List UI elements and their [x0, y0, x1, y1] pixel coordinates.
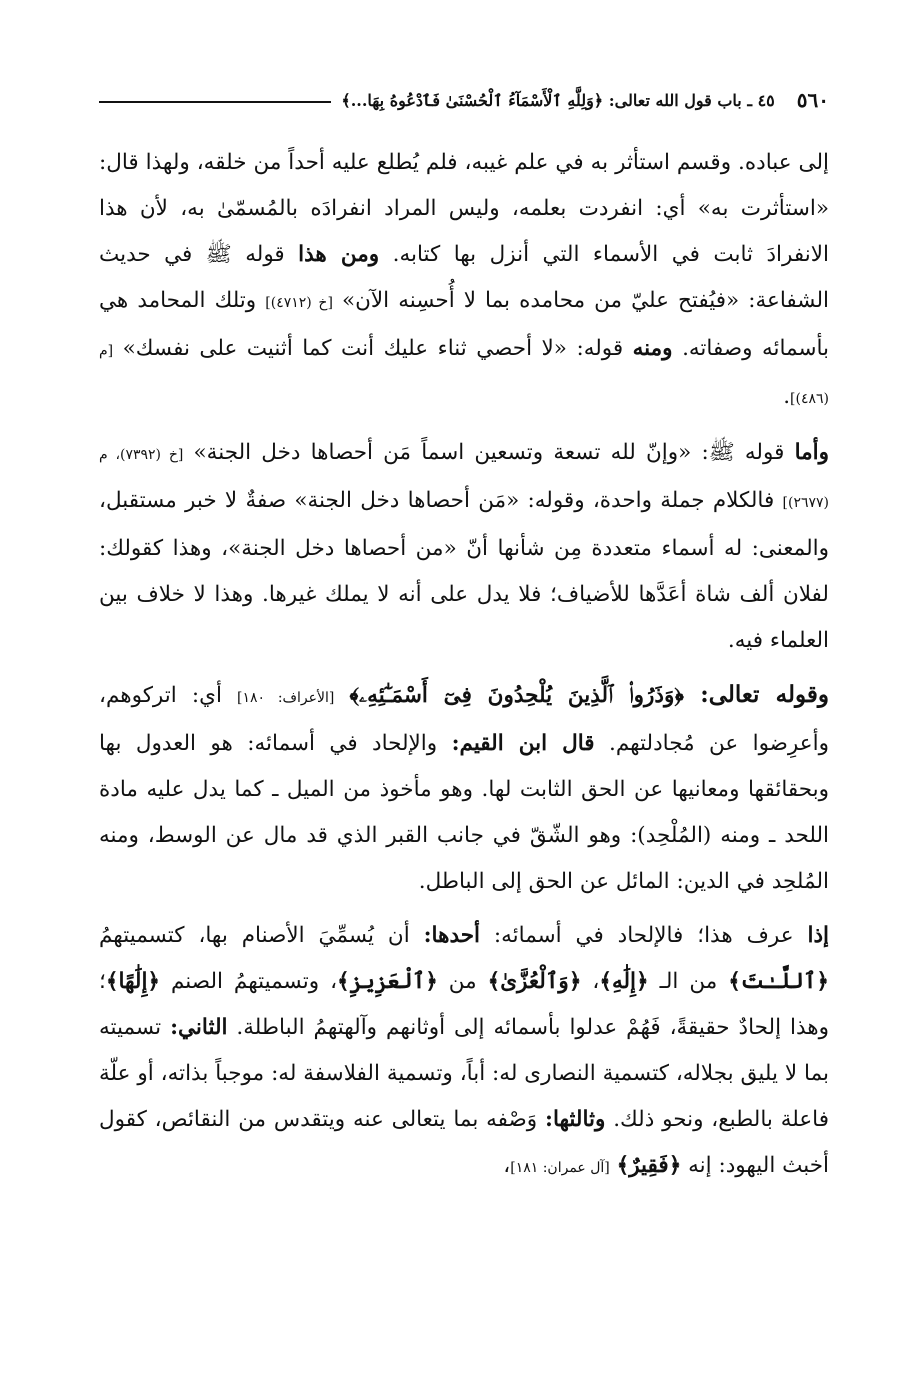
paragraph — [99, 140, 829, 422]
paragraph — [99, 430, 829, 664]
text-run: من الـ — [648, 969, 729, 994]
quran-verse: ﴿إِلَٰهًا﴾ — [105, 969, 161, 994]
text-run: ، — [581, 969, 600, 994]
text-run: . — [783, 384, 791, 409]
text-run — [610, 1153, 617, 1178]
text-run: فالكلام جملة واحدة، وقوله: «مَن أحصاها دخل الجنة» صفةٌ لا خبر مستقبل، والمعنى: له أسماء متعددة مِن شأنها أنّ «من أحصاها دخل الجنة»، وهذا كقولك: لفلان ألف شاة أعَدَّها للأضياف؛ فلا يدل على أنه لا يملك غيرها. وهذا لا خلاف بين العلماء فيه. — [99, 488, 829, 653]
paragraph — [99, 672, 829, 905]
text-run: ؛ وهذا إلحادٌ حقيقةً، فَهُمْ عدلوا بأسمائه إلى أوثانهم وآلهتهمُ الباطلة. — [99, 969, 830, 1040]
text-run: وتلك المحامد هي بأسمائه وصفاته. — [99, 288, 830, 361]
text-run: تسميته بما لا يليق بجلاله، كتسمية النصارى له: أباً، وتسمية الفلاسفة له: موجباً بذاته، أو علّة فاعلة بالطبع، ونحو ذلك. — [99, 1015, 829, 1132]
page-header — [99, 80, 829, 120]
paragraph — [99, 913, 829, 1191]
bold-run: الثاني: — [170, 1015, 228, 1040]
body-text — [99, 140, 829, 1191]
citation-reference: [الأعراف: ١٨٠] — [237, 690, 335, 706]
citation-reference: [م (٤٨٦)] — [99, 343, 829, 407]
citation-reference: [خ (٤٧١٢)] — [265, 295, 333, 311]
bold-run: وأما — [794, 440, 830, 465]
bold-run: قال ابن القيم: — [451, 731, 595, 756]
book-page — [99, 80, 829, 1199]
header-rule — [99, 101, 331, 103]
quran-verse: ﴿فَقِيرٌ﴾ — [616, 1153, 682, 1178]
text-run — [334, 683, 349, 708]
text-run: قوله ﷺ: «وإنّ لله تسعة وتسعين اسماً مَن أحصاها دخل الجنة» — [183, 440, 795, 465]
text-run: عرف هذا؛ فالإلحاد في أسمائه: — [480, 923, 808, 948]
quran-verse: ﴿وَذَرُوا۟ ٱلَّذِينَ يُلْحِدُونَ فِىٓ أَسْمَـٰٓئِهِۦ﴾ — [349, 683, 684, 708]
quran-verse: ﴿ٱلْعَزِيزِ﴾ — [337, 969, 438, 994]
text-run: ، — [503, 1153, 511, 1178]
text-run: والإلحاد في أسمائه: هو العدول بها وبحقائقها ومعانيها عن الحق الثابت لها. وهو مأخوذ من الميل ـ كما يدل عليه مادة اللحد ـ ومنه (المُلْحِد): وهو الشّقّ في جانب القبر الذي قد مال عن الوسط، ومنه المُلحِد في الدين: المائل عن الحق إلى الباطل. — [99, 731, 829, 894]
text-run: من — [437, 969, 488, 994]
page-number: ٥٦٠ — [796, 88, 829, 112]
citation-reference: [خ (٧٣٩٢)، م (٢٦٧٧)] — [99, 447, 829, 511]
text-run: قوله ﷺ في حديث الشفاعة: «فيُفتح عليّ من محامده بما لا أُحسِنه الآن» — [99, 242, 829, 313]
bold-run: ومن هذا — [298, 242, 380, 267]
bold-run: وثالثها: — [545, 1107, 606, 1132]
text-run: ، وتسميتهمُ الصنم — [160, 969, 338, 994]
quran-verse: ﴿ٱللَّـٰتَ﴾ — [728, 969, 829, 994]
bold-run: إذا — [807, 923, 830, 948]
quran-verse: ﴿إِلَٰهِ﴾ — [599, 969, 649, 994]
bold-run: أحدها: — [423, 923, 480, 948]
text-run: وَصْفه بما يتعالى عنه ويتقدس من النقائص، كقول أخبث اليهود: إنه — [99, 1107, 829, 1178]
text-run: إلى عباده. وقسم استأثر به في علم غيبه، فلم يُطلع عليه أحداً من خلقه، ولهذا قال: «استأثرت به» أي: انفردت بعلمه، وليس المراد انفرادَه بالمُسمّىٰ به، لأن هذا الانفرادَ ثابت في الأسماء التي أنزل بها كتابه. — [99, 150, 829, 267]
text-run: أي: اتركوهم، وأعرِضوا عن مُجادلتهم. — [99, 683, 829, 756]
bold-run: ومنه — [632, 336, 673, 361]
citation-reference: [آل عمران: ١٨١] — [510, 1160, 610, 1176]
section-lead: وقوله تعالى: — [683, 681, 830, 708]
text-run: قوله: «لا أحصي ثناء عليك أنت كما أثنيت على نفسك» — [113, 336, 633, 361]
quran-verse: ﴿وَٱلْعُزَّىٰ﴾ — [487, 969, 582, 994]
text-run: أن يُسمِّيَ الأصنام بها، كتسميتهمُ — [99, 923, 424, 948]
running-title: ٤٥ ـ باب قول الله تعالى: ﴿وَلِلَّهِ ٱلْأَسْمَآءُ ٱلْحُسْنَىٰ فَٱدْعُوهُ بِهَا...﴾ — [341, 90, 775, 110]
